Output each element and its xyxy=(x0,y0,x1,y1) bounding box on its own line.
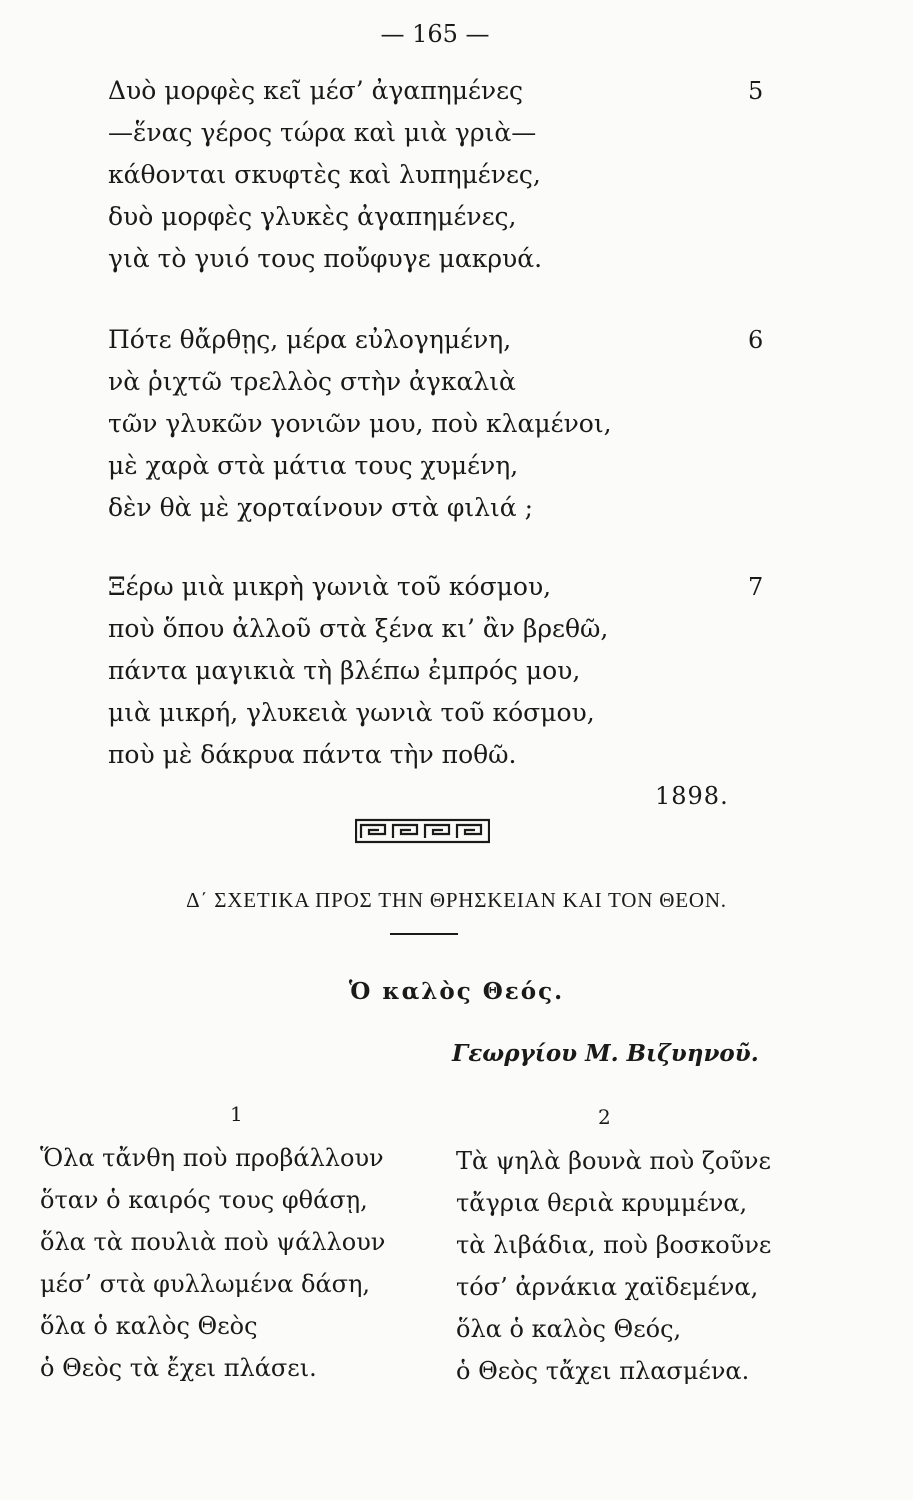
poem-column-2 xyxy=(456,1140,771,1392)
verse-line: ποὺ μὲ δάκρυα πάντα τὴν ποθῶ. xyxy=(108,740,517,769)
verse-line: δὲν θὰ μὲ χορταίνουν στὰ φιλιά ; xyxy=(108,493,534,522)
stanza-6 xyxy=(108,319,612,529)
stanza-7 xyxy=(108,566,608,776)
stanza-5 xyxy=(108,70,542,280)
verse-line: Ὅλα τἄνθη ποὺ προβάλλουν xyxy=(40,1144,384,1172)
verse-line: δυὸ μορφὲς γλυκὲς ἀγαπημένες, xyxy=(108,202,517,231)
verse-line: μέσ’ στὰ φυλλωμένα δάση, xyxy=(40,1270,371,1298)
stanza-number: 7 xyxy=(748,573,764,601)
poem-title: Ὁ καλὸς Θεός. xyxy=(348,978,565,1005)
column-number: 2 xyxy=(598,1105,611,1129)
verse-line: τὰ λιβάδια, ποὺ βοσκοῦνε xyxy=(456,1231,772,1259)
verse-line: ὁ Θεὸς τἄχει πλασμένα. xyxy=(456,1357,750,1385)
stanza-number: 5 xyxy=(748,77,764,105)
verse-line: ὁ Θεὸς τὰ ἔχει πλάσει. xyxy=(40,1354,317,1382)
poem-column-1 xyxy=(40,1137,385,1389)
section-heading: Δ΄ ΣΧΕΤΙΚΑ ΠΡΟΣ ΤΗΝ ΘΡΗΣΚΕΙΑΝ ΚΑΙ ΤΟΝ ΘΕΟΝ. xyxy=(186,888,727,912)
verse-line: Πότε θἄρθῃς, μέρα εὐλογημένη, xyxy=(108,325,512,354)
poem-author: Γεωργίου Μ. Βιζυηνοῦ. xyxy=(452,1040,759,1067)
verse-line: πάντα μαγικιὰ τὴ βλέπω ἐμπρός μου, xyxy=(108,656,581,685)
verse-line: τῶν γλυκῶν γονιῶν μου, ποὺ κλαμένοι, xyxy=(108,409,612,438)
verse-line: νὰ ῥιχτῶ τρελλὸς στὴν ἀγκαλιὰ xyxy=(108,367,516,396)
verse-line: μιὰ μικρή, γλυκειὰ γωνιὰ τοῦ κόσμου, xyxy=(108,698,595,727)
divider xyxy=(390,933,458,935)
stanza-number: 6 xyxy=(748,326,764,354)
verse-line: ποὺ ὅπου ἀλλοῦ στὰ ξένα κι’ ἂν βρεθῶ, xyxy=(108,614,609,643)
greek-key-ornament-icon xyxy=(355,818,490,844)
verse-line: τἄγρια θεριὰ κρυμμένα, xyxy=(456,1189,748,1217)
verse-line: Τὰ ψηλὰ βουνὰ ποὺ ζοῦνε xyxy=(456,1147,771,1175)
page-number: — 165 — xyxy=(380,20,490,48)
verse-line: Ξέρω μιὰ μικρὴ γωνιὰ τοῦ κόσμου, xyxy=(108,572,552,601)
verse-line: ὅλα ὁ καλὸς Θεὸς xyxy=(40,1312,258,1340)
verse-line: ὅλα τὰ πουλιὰ ποὺ ψάλλουν xyxy=(40,1228,386,1256)
verse-line: γιὰ τὸ γυιό τους ποὔφυγε μακρυά. xyxy=(108,244,543,273)
verse-line: κάθονται σκυφτὲς καὶ λυπημένες, xyxy=(108,160,541,189)
verse-line: —ἕνας γέρος τώρα καὶ μιὰ γριὰ— xyxy=(108,118,537,147)
poem-year: 1898. xyxy=(655,782,729,810)
verse-line: τόσ’ ἀρνάκια χαϊδεμένα, xyxy=(456,1273,759,1301)
verse-line: μὲ χαρὰ στὰ μάτια τους χυμένη, xyxy=(108,451,519,480)
verse-line: ὅλα ὁ καλὸς Θεός, xyxy=(456,1315,682,1343)
column-number: 1 xyxy=(230,1102,243,1126)
verse-line: Δυὸ μορφὲς κεῖ μέσ’ ἀγαπημένες xyxy=(108,76,524,105)
verse-line: ὅταν ὁ καιρός τους φθάσῃ, xyxy=(40,1186,368,1214)
